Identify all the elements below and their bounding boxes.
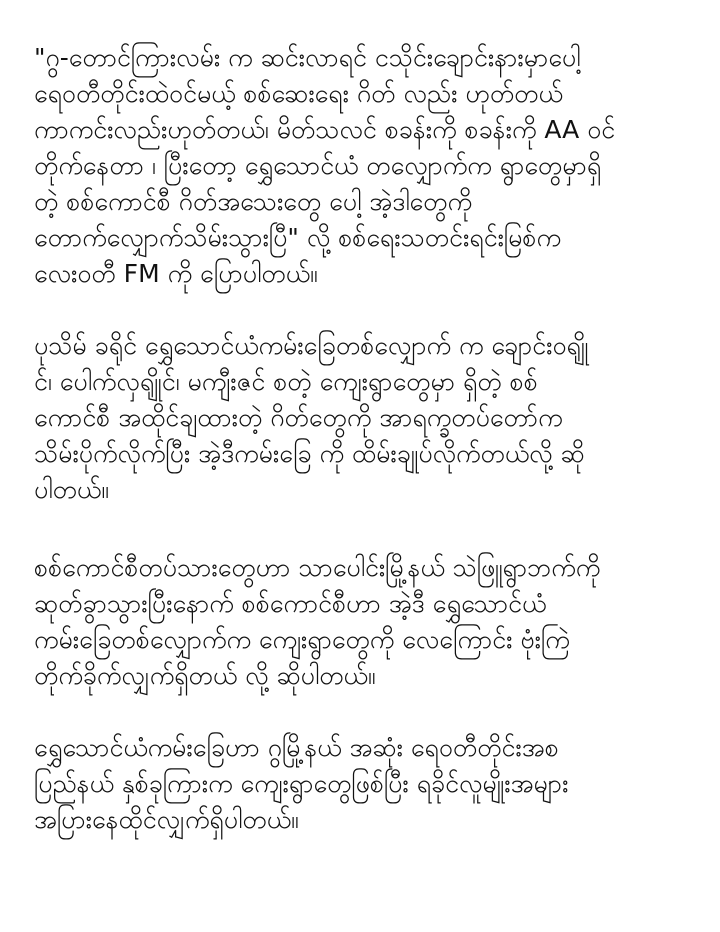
paragraph-4: ရွှေသောင်ယံကမ်းခြေဟာ ဂွမြို့နယ် အဆုံး ရေဝတီတိုင်းအစ ပြည်နယ် နှစ်ခုကြားက ကျေးရွာတွေဖြစ်ပြီး ရခိုင်လူမျိုးအများ အပြားနေထိုင်လျှက်ရှိပါတယ်။ xyxy=(34,733,569,834)
article-body xyxy=(34,40,694,838)
paragraph-3: စစ်ကောင်စီတပ်သားတွေဟာ သာပေါင်းမြို့နယ် သဲဖြူရွာဘက်ကို ဆုတ်ခွာသွားပြီးနောက် စစ်ကောင်စီဟာ အဲ့ဒီ ရွှေသောင်ယံ ကမ်းခြေတစ်လျှောက်က ကျေးရွာတွေကို လေကြောင်း ဗုံးကြဲ တိုက်ခိုက်လျှက်ရှိတယ် လို့ ဆိုပါတယ်။ xyxy=(34,553,601,690)
paragraph-2: ပုသိမ် ခရိုင် ရွှေသောင်ယံကမ်းခြေတစ်လျှောက် က ချောင်းဝရျို င်၊ ပေါက်လှရျိုင်၊ မကျီးဇင် စတဲ့ ကျေးရွာတွေမှာ ရှိတဲ့ စစ် ကောင်စီ အထိုင်ချထားတဲ့ ဂိတ်တွေကို အာရက္ခတပ်တော်က သိမ်းပိုက်လိုက်ပြီး အဲ့ဒီကမ်းခြေ ကို ထိမ်းချုပ်လိုက်တယ်လို့ ဆို ပါတယ်။ xyxy=(34,331,589,504)
paragraph-1: "ဂွ-တောင်ကြားလမ်း က ဆင်းလာရင် ငသိုင်းချောင်းနားမှာပေါ့ ရေဝတီတိုင်းထဲဝင်မယ့် စစ်ဆေးရေး ဂိတ် လည်း ဟုတ်တယ် ကာကင်းလည်းဟုတ်တယ်၊ မိတ်သလင် စခန်းကို စခန်းကို AA ဝင် တိုက်နေတာ ၊ ပြီးတော့ ရွှေသောင်ယံ တလျှောက်က ရွာတွေမှာရှိ တဲ့ စစ်ကောင်စီ ဂိတ်အသေးတွေ ပေါ့ အဲ့ဒါတွေကို တောက်လျှောက်သိမ်းသွားပြီ" လို့ စစ်ရေးသတင်းရင်းမြစ်က လေးဝတီ FM ကို ပြောပါတယ်။ xyxy=(34,43,616,288)
